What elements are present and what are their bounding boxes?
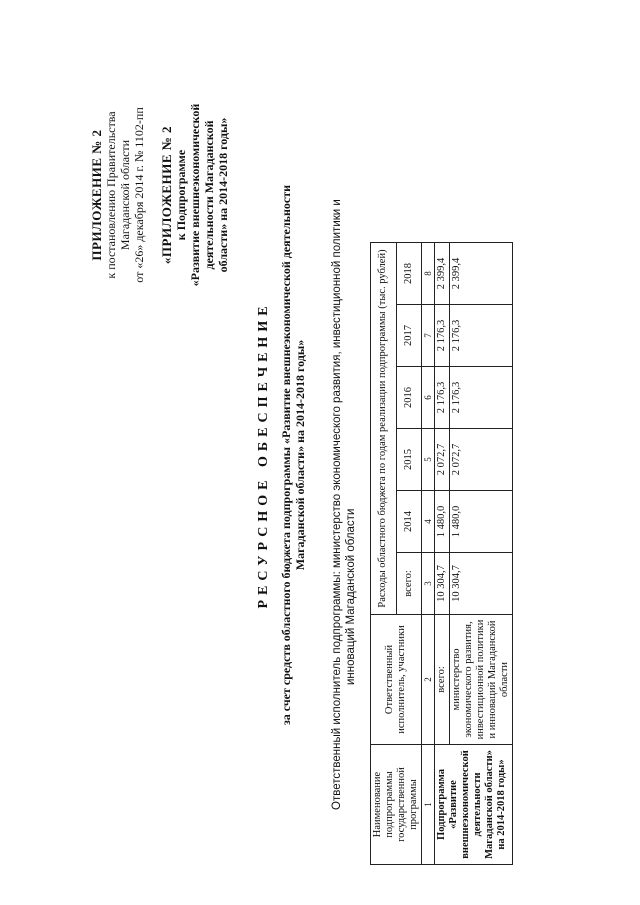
- year-2017-cell: 2 176,3: [450, 305, 513, 367]
- executor-line: Ответственный исполнитель подпрограммы: министерство экономического развития, инвестиционной политики и: [331, 199, 343, 810]
- column-number: 8: [422, 243, 435, 305]
- column-number: 6: [422, 367, 435, 429]
- appendix-line: к Подпрограмме: [174, 149, 188, 241]
- header-year-2017: 2017: [396, 305, 422, 367]
- total-cell: 10 304,7: [435, 553, 450, 615]
- responsible-executor-note: [330, 110, 358, 810]
- column-number: 5: [422, 429, 435, 491]
- year-2016-cell: 2 176,3: [450, 367, 513, 429]
- program-name-cell: Подпрограмма «Развитие внешнеэкономической деятельности Магаданской области» на 2014-2018 годы»: [435, 745, 513, 865]
- appendix-line: от «26» декабря 2014 г. № 1102-пп: [132, 107, 146, 283]
- column-number: 3: [422, 553, 435, 615]
- executor-cell: министерство экономического развития, инвестиционной политики и инноваций Магаданской области: [450, 615, 513, 745]
- header-year-2016: 2016: [396, 367, 422, 429]
- document-subtitle: [279, 155, 307, 755]
- header-year-2014: 2014: [396, 491, 422, 553]
- header-year-2015: 2015: [396, 429, 422, 491]
- table-header-row: [371, 243, 397, 865]
- appendix-heading: ПРИЛОЖЕНИЕ № 2: [89, 129, 104, 261]
- executor-line: инноваций Магаданской области: [345, 508, 357, 685]
- table-row: [435, 243, 450, 865]
- appendix-line: «Развитие внешнеэкономической: [188, 103, 202, 287]
- year-2014-cell: 1 480,0: [450, 491, 513, 553]
- header-program-name: Наименование подпрограммы государственной программы: [371, 745, 422, 865]
- total-cell: 10 304,7: [450, 553, 513, 615]
- year-2018-cell: 2 399,4: [435, 243, 450, 305]
- year-2015-cell: 2 072,7: [435, 429, 450, 491]
- column-number: 7: [422, 305, 435, 367]
- subtitle-line: за счет средств областного бюджета подпрограммы «Развитие внешнеэкономической деятельности: [279, 184, 293, 726]
- column-number-row: [422, 243, 435, 865]
- resource-table: [370, 242, 513, 865]
- year-2015-cell: 2 072,7: [450, 429, 513, 491]
- header-total: всего:: [396, 553, 422, 615]
- column-number: 1: [422, 745, 435, 865]
- year-2014-cell: 1 480,0: [435, 491, 450, 553]
- document-title-block: [255, 155, 307, 755]
- appendix-line: Магаданской области: [118, 139, 132, 251]
- subtitle-line: Магаданской области» на 2014-2018 годы»: [293, 339, 307, 571]
- appendix-heading: «ПРИЛОЖЕНИЕ № 2: [159, 125, 174, 265]
- column-number: 2: [422, 615, 435, 745]
- executor-cell: всего:: [435, 615, 450, 745]
- header-executor: Ответственный исполнитель, участники: [371, 615, 422, 745]
- document-title: РЕСУРСНОЕ ОБЕСПЕЧЕНИЕ: [256, 301, 271, 609]
- year-2018-cell: 2 399,4: [450, 243, 513, 305]
- appendix-reference: [90, 95, 146, 295]
- year-2017-cell: 2 176,3: [435, 305, 450, 367]
- year-2016-cell: 2 176,3: [435, 367, 450, 429]
- column-number: 4: [422, 491, 435, 553]
- appendix-line: области» на 2014-2018 годы»: [216, 117, 230, 273]
- header-year-2018: 2018: [396, 243, 422, 305]
- appendix-line: деятельности Магаданской: [202, 120, 216, 270]
- appendix-line: к постановлению Правительства: [104, 111, 118, 279]
- subprogram-appendix-reference: [160, 95, 230, 295]
- header-expenses: Расходы областного бюджета по годам реализации подпрограммы (тыс. рублей): [371, 243, 397, 615]
